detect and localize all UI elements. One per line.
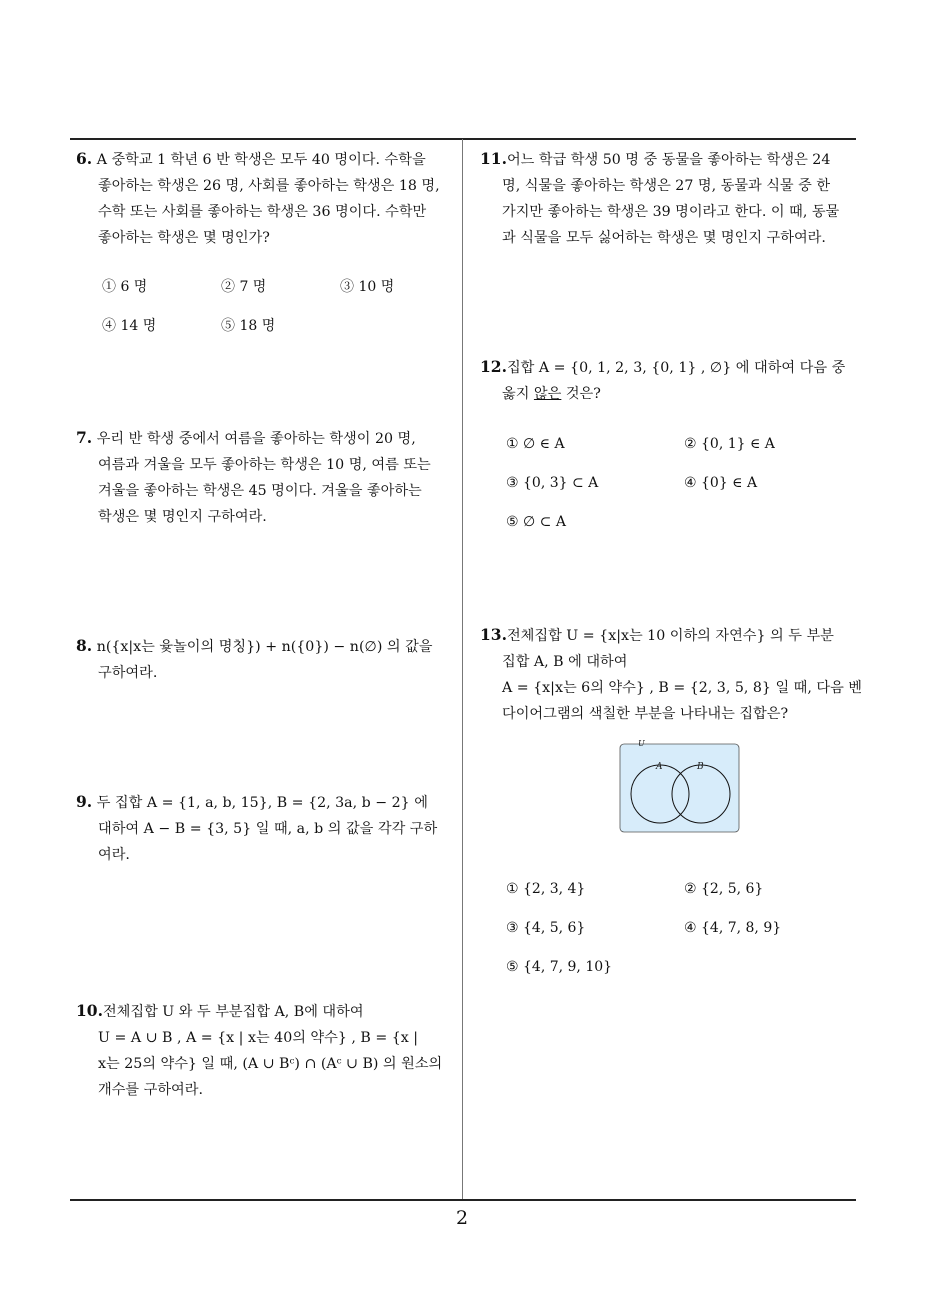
text-fragment: 옳지 [502,386,534,402]
question-line: 우리 반 학생 중에서 여름을 좋아하는 학생이 20 명, [96,431,416,447]
choice-1[interactable]: ① 6 명 [102,279,148,295]
question-9 [76,789,460,868]
choice-4[interactable]: ④ {4, 7, 8, 9} [684,920,782,936]
question-line: 개수를 구하여라. [98,1082,203,1098]
question-number: 13. [480,625,507,644]
question-number: 11. [480,149,507,168]
choice-1[interactable]: ① {2, 3, 4} [506,881,586,897]
question-10 [76,998,460,1103]
question-number: 8. [76,636,93,655]
bottom-rule [70,1199,856,1201]
choice-2[interactable]: ② {2, 5, 6} [684,881,764,897]
question-line: A = {x|x는 6의 약수} , B = {2, 3, 5, 8} 일 때, 다음 벤 [502,680,863,696]
question-line: 여라. [98,847,130,863]
question-line: 집합 A, B 에 대하여 [502,654,628,670]
choice-4[interactable]: ④ 14 명 [102,318,157,334]
question-line: 전체집합 U = {x|x는 10 이하의 자연수} 의 두 부분 [506,628,834,644]
question-13 [480,622,864,727]
venn-diagram [618,740,742,834]
page-number: 2 [456,1207,469,1229]
question-number: 10. [76,1001,103,1020]
question-line: 가지만 좋아하는 학생은 39 명이라고 한다. 이 때, 동물 [502,204,840,220]
choice-2[interactable]: ② {0, 1} ∈ A [684,436,775,452]
question-8 [76,633,460,686]
question-line: x는 25의 약수} 일 때, (A ∪ Bᶜ) ∩ (Aᶜ ∪ B) 의 원소의 [98,1056,443,1072]
question-line: 과 식물을 모두 싫어하는 학생은 몇 명인지 구하여라. [502,230,826,246]
question-number: 7. [76,428,93,447]
question-number: 12. [480,357,507,376]
choice-5[interactable]: ⑤ 18 명 [221,318,276,334]
question-line: 어느 학급 학생 50 명 중 동물을 좋아하는 학생은 24 [506,152,831,168]
choice-3[interactable]: ③ {0, 3} ⊂ A [506,475,599,491]
question-line: 수학 또는 사회를 좋아하는 학생은 36 명이다. 수학만 [98,204,427,220]
question-line: A 중학교 1 학년 6 반 학생은 모두 40 명이다. 수학을 [96,152,426,168]
choice-1[interactable]: ① ∅ ∈ A [506,436,565,452]
question-number: 9. [76,792,93,811]
choice-5[interactable]: ⑤ ∅ ⊂ A [506,514,566,530]
choice-3[interactable]: ③ 10 명 [340,279,395,295]
question-line: 대하여 A − B = {3, 5} 일 때, a, b 의 값을 각각 구하 [98,821,438,837]
question-11 [480,146,860,251]
question-line: 전체집합 U 와 두 부분집합 A, B에 대하여 [102,1004,364,1020]
top-rule [70,138,856,140]
a-label: A [656,762,663,772]
question-line: 구하여라. [98,665,158,681]
question-line: 두 집합 A = {1, a, b, 15}, B = {2, 3a, b − 2} 에 [96,795,428,811]
question-7 [76,425,460,530]
choice-3[interactable]: ③ {4, 5, 6} [506,920,586,936]
underlined-word: 않은 [533,386,562,402]
question-number: 6. [76,149,93,168]
column-divider [462,139,463,1201]
choice-5[interactable]: ⑤ {4, 7, 9, 10} [506,959,613,975]
text-fragment: 것은? [561,386,601,402]
question-line: 좋아하는 학생은 몇 명인가? [98,230,270,246]
question-line: 학생은 몇 명인지 구하여라. [98,509,267,525]
question-line: 집합 A = {0, 1, 2, 3, {0, 1} , ∅} 에 대하여 다음 중 [506,360,846,376]
question-line [480,381,860,407]
question-line: 명, 식물을 좋아하는 학생은 27 명, 동물과 식물 중 한 [502,178,831,194]
question-line: n({x|x는 윷놀이의 명칭}) + n({0}) − n(∅) 의 값을 [96,639,433,655]
choice-4[interactable]: ④ {0} ∈ A [684,475,758,491]
question-6 [76,146,460,251]
question-line: 좋아하는 학생은 26 명, 사회를 좋아하는 학생은 18 명, [98,178,440,194]
choice-2[interactable]: ② 7 명 [221,279,267,295]
question-line: 여름과 겨울을 모두 좋아하는 학생은 10 명, 여름 또는 [98,457,431,473]
b-label: B [697,762,704,772]
question-line: U = A ∪ B , A = {x | x는 40의 약수} , B = {x | [98,1030,419,1046]
question-line: 겨울을 좋아하는 학생은 45 명이다. 겨울을 좋아하는 [98,483,422,499]
question-12 [480,354,860,407]
question-line: 다이어그램의 색칠한 부분을 나타내는 집합은? [502,706,789,722]
u-label: U [638,740,645,748]
